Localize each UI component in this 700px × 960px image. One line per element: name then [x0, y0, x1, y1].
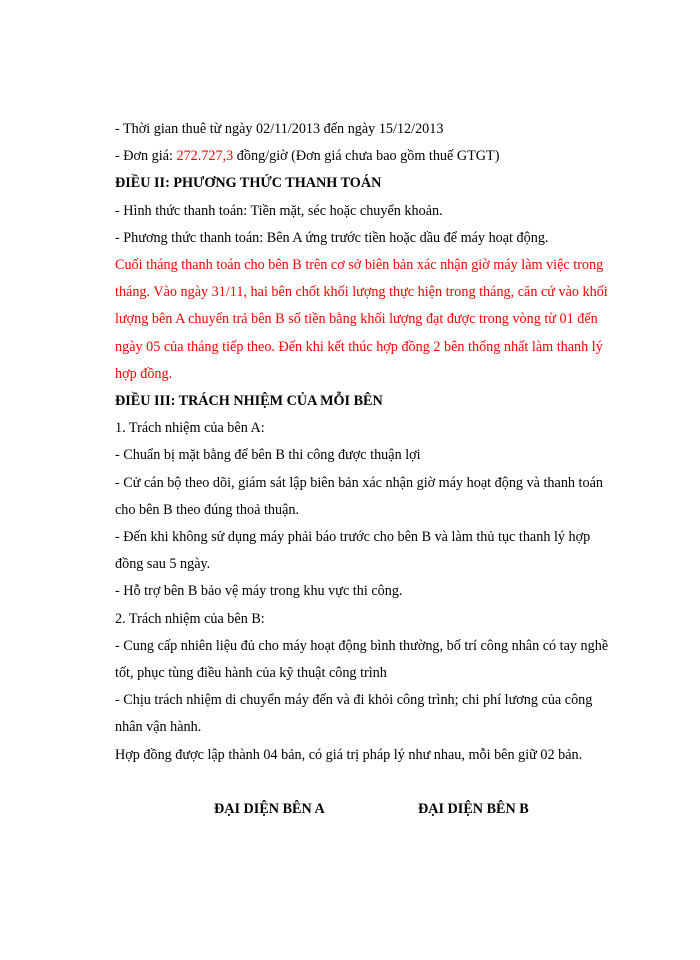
party-a-item: - Đến khi không sử dụng máy phải báo trước cho bên B và làm thủ tục thanh lý hợp: [115, 529, 591, 546]
party-a-item: - Chuẩn bị mặt bằng để bên B thi công được thuận lợi: [115, 447, 421, 464]
party-b-item: - Cung cấp nhiên liệu đủ cho máy hoạt động bình thường, bố trí công nhân có tay nghề: [115, 637, 609, 654]
party-b-item: - Chịu trách nhiệm di chuyển máy đến và đi khỏi công trình; chi phí lương của công: [115, 692, 593, 709]
party-a-responsibilities-title: 1. Trách nhiệm của bên A:: [115, 420, 265, 437]
contract-copies-line: Hợp đồng được lập thành 04 bản, có giá trị pháp lý như nhau, mỗi bên giữ 02 bản.: [115, 746, 583, 763]
monthly-settlement-paragraph: [115, 252, 637, 388]
party-b-item-continued: nhân vận hành.: [115, 719, 202, 736]
party-b-responsibilities-title: 2. Trách nhiệm của bên B:: [115, 610, 265, 627]
contract-body: [115, 116, 637, 769]
settlement-line: hợp đồng.: [115, 365, 173, 382]
payment-form-line: - Hình thức thanh toán: Tiền mặt, séc hoặc chuyển khoản.: [115, 202, 443, 219]
party-a-representative: ĐẠI DIỆN BÊN A: [214, 801, 325, 817]
article-2-heading: ĐIỀU II: PHƯƠNG THỨC THANH TOÁN: [115, 175, 382, 192]
signature-block: [0, 801, 700, 825]
rental-period-line: - Thời gian thuê từ ngày 02/11/2013 đến ngày 15/12/2013: [115, 121, 444, 137]
settlement-line: lượng bên A chuyển trả bên B số tiền bằng khối lượng đạt được trong vòng từ 01 đến: [115, 311, 598, 328]
payment-method-line: - Phương thức thanh toán: Bên A ứng trước tiền hoặc dầu để máy hoạt động.: [115, 229, 549, 246]
party-a-item-continued: đồng sau 5 ngày.: [115, 556, 211, 573]
unit-price-line: [115, 143, 637, 170]
unit-price-value: 272.727,3: [176, 148, 234, 165]
settlement-line: Cuối tháng thanh toán cho bên B trên cơ sở biên bản xác nhận giờ máy làm việc trong: [115, 257, 604, 274]
party-a-item: - Cử cán bộ theo dõi, giám sát lập biên bản xác nhận giờ máy hoạt động và thanh toán: [115, 474, 603, 491]
unit-price-label: - Đơn giá:: [115, 148, 177, 165]
settlement-line: tháng. Vào ngày 31/11, hai bên chốt khối lượng thực hiện trong tháng, căn cứ vào khối: [115, 284, 608, 301]
party-b-item-continued: tốt, phục tùng điều hành của kỹ thuật công trình: [115, 665, 387, 682]
party-a-item-continued: cho bên B theo đúng thoả thuận.: [115, 501, 300, 518]
party-a-item: - Hỗ trợ bên B bảo vệ máy trong khu vực thi công.: [115, 583, 403, 600]
party-b-representative: ĐẠI DIỆN BÊN B: [418, 801, 529, 817]
article-3-heading: ĐIỀU III: TRÁCH NHIỆM CỦA MỖI BÊN: [115, 393, 383, 410]
unit-price-note: đồng/giờ (Đơn giá chưa bao gồm thuế GTGT): [233, 148, 500, 165]
settlement-line: ngày 05 của tháng tiếp theo. Đến khi kết thúc hợp đồng 2 bên thống nhất làm thanh lý: [115, 338, 603, 355]
